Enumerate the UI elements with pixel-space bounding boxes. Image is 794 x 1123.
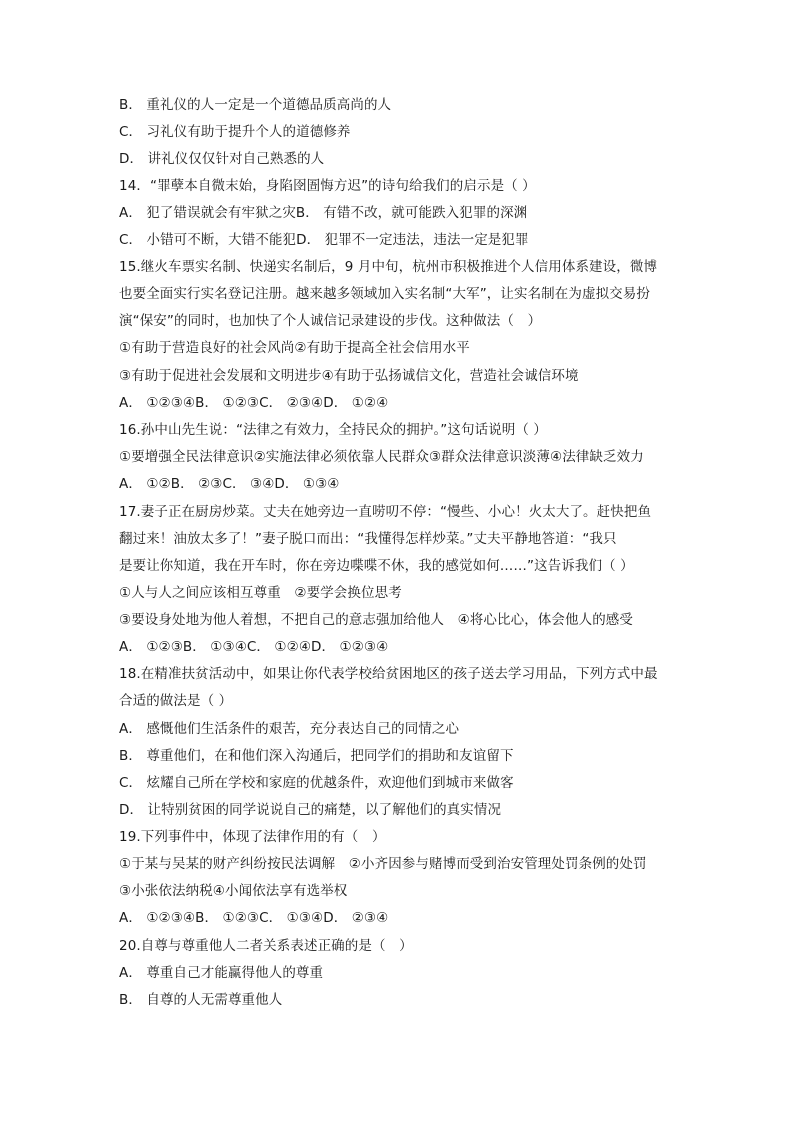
text-line: A． 犯了错误就会有牢狱之灾B． 有错不改，就可能跌入犯罪的深渊 (119, 205, 528, 221)
text-line: C． 炫耀自己所在学校和家庭的优越条件，欢迎他们到城市来做客 (119, 775, 514, 791)
text-line: B． 重礼仪的人一定是一个道德品质高尚的人 (119, 97, 392, 113)
text-line: B． 尊重他们，在和他们深入沟通后，把同学们的捐助和友谊留下 (119, 748, 514, 764)
text-line: A． 尊重自己才能赢得他人的尊重 (119, 965, 324, 981)
text-line: 翻过来！油放太多了！”妻子脱口而出：“我懂得怎样炒菜。”丈夫平静地答道：“我只 (119, 531, 617, 547)
text-line: 20.自尊与尊重他人二者关系表述正确的是（ ） (119, 938, 413, 954)
text-line: A． ①②③④B． ①②③C． ②③④D． ①②④ (119, 395, 389, 411)
text-line: A． ①②B． ②③C． ③④D． ①③④ (119, 476, 340, 492)
text-line: ①人与人之间应该相互尊重 ②要学会换位思考 (119, 585, 402, 601)
text-line: 19.下列事件中，体现了法律作用的有（ ） (119, 829, 386, 845)
text-line: ③小张依法纳税④小闻依法享有选举权 (119, 883, 348, 899)
text-line: A． ①②③④B． ①②③C． ①③④D． ②③④ (119, 910, 389, 926)
text-line: 17.妻子正在厨房炒菜。丈夫在她旁边一直唠叨不停：“慢些、小心！火太大了。赶快把鱼 (119, 504, 652, 520)
text-line: ③有助于促进社会发展和文明进步④有助于弘扬诚信文化，营造社会诚信环境 (119, 368, 579, 384)
text-line: 14．“罪孽本自微末始，身陷囹圄悔方迟”的诗句给我们的启示是（ ） (119, 178, 536, 194)
text-line: 合适的做法是（ ） (119, 693, 233, 709)
text-line: ①于某与吴某的财产纠纷按民法调解 ②小齐因参与赌博而受到治安管理处罚条例的处罚 (119, 856, 647, 872)
text-line: C． 习礼仪有助于提升个人的道德修养 (119, 124, 351, 140)
text-line: B． 自尊的人无需尊重他人 (119, 992, 283, 1008)
text-line: D． 让特别贫困的同学说说自己的痛楚，以了解他们的真实情况 (119, 802, 502, 818)
text-line: 是要让你知道，我在开车时，你在旁边喋喋不休，我的感觉如何……”这告诉我们（ ） (119, 558, 634, 574)
text-line: C． 小错可不断，大错不能犯D． 犯罪不一定违法，违法一定是犯罪 (119, 232, 529, 248)
text-line: 也要全面实行实名登记注册。越来越多领域加入实名制“大军”，让实名制在为虚拟交易扮 (119, 286, 650, 302)
text-line: D． 讲礼仪仅仅针对自己熟悉的人 (119, 151, 325, 167)
text-line: A． ①②③B． ①③④C． ①②④D． ①②③④ (119, 639, 389, 655)
text-line: ①有助于营造良好的社会风尚②有助于提高全社会信用水平 (119, 340, 470, 356)
text-line: ③要设身处地为他人着想，不把自己的意志强加给他人 ④将心比心，体会他人的感受 (119, 612, 634, 628)
text-line: 16.孙中山先生说：“法律之有效力，全持民众的拥护。”这句话说明（ ） (119, 422, 547, 438)
text-line: A． 感慨他们生活条件的艰苦，充分表达自己的同情之心 (119, 721, 460, 737)
text-line: 演“保安”的同时，也加快了个人诚信记录建设的步伐。这种做法（ ） (119, 313, 542, 329)
text-line: ①要增强全民法律意识②实施法律必须依靠人民群众③群众法律意识淡薄④法律缺乏效力 (119, 449, 644, 465)
text-line: 18.在精准扶贫活动中，如果让你代表学校给贫困地区的孩子送去学习用品，下列方式中最 (119, 666, 658, 682)
text-line: 15.继火车票实名制、快递实名制后，9 月中旬，杭州市积极推进个人信用体系建设，微博 (119, 259, 658, 275)
